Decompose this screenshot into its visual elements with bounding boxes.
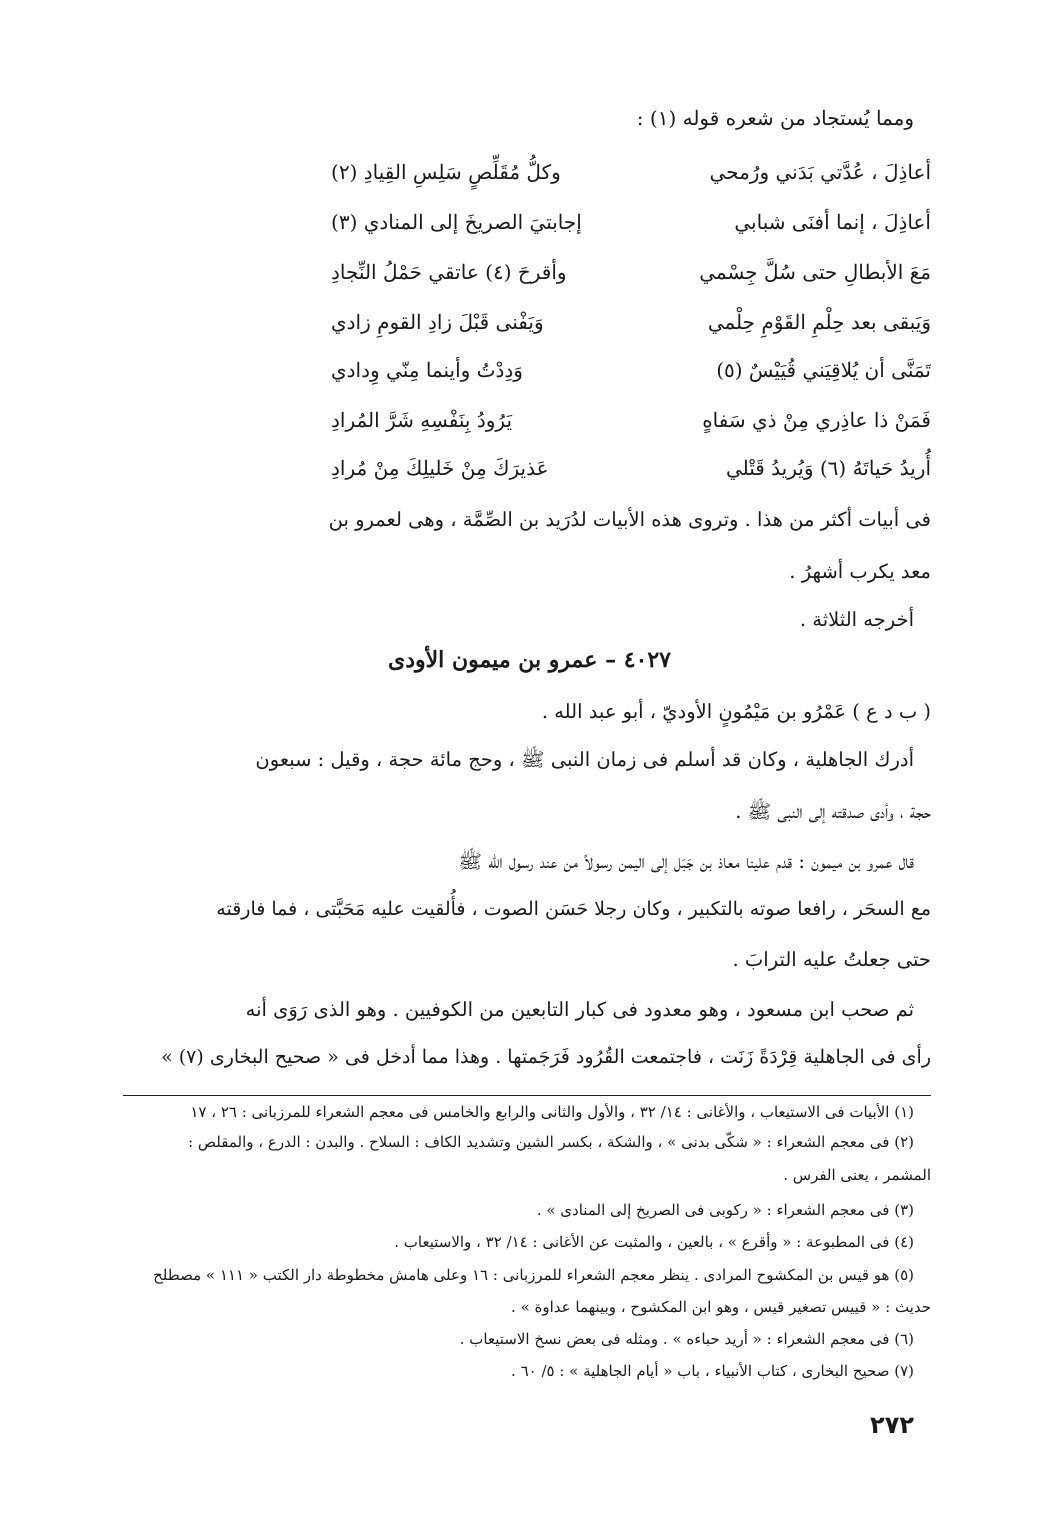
footnote-continuation: حديث : « قييس تصغير قيس ، وهو ابن المكشوح ، وبينهما عداوة » . — [511, 1298, 931, 1316]
footnote: (٦) فى معجم الشعراء : « أريد حباءه » . ومثله فى بعض نسخ الاستيعاب . — [459, 1330, 914, 1348]
entry-heading: ٤٠٢٧ – عمرو بن ميمون الأودى — [387, 647, 671, 673]
footnote: (٤) فى المطبوعة : « وأقرع » ، بالعين ، والمثبت عن الأغانى : ١٤/ ٣٢ ، والاستيعاب . — [394, 1233, 914, 1251]
footnote: (٥) هو قيس بن المكشوح المرادى . ينظر معجم الشعراء للمرزبانى : ١٦ وعلى هامش مخطوطة دار الكتب « ١١١ » مصطلح — [153, 1266, 914, 1284]
body-text-line: فى أبيات أكثر من هذا . وتروى هذه الأبيات لدُرَيد بن الصِّمَّة ، وهى لعمرو بن — [328, 508, 931, 531]
verse-first-hemistich: أعاذِلَ ، إنما أفنَى شبابي — [734, 210, 931, 234]
verse-second-hemistich: وَدِدْتُ وأينما مِنّي وِدادي — [331, 358, 523, 382]
verse-first-hemistich: مَعَ الأبطالِ حتى سُلَّ جِسْمي — [699, 260, 931, 284]
entry-text-line: ثم صحب ابن مسعود ، وهو معدود فى كبار التابعين من الكوفيين . وهو الذى رَوَى أنه — [245, 998, 914, 1021]
takhrij-line: أخرجه الثلاثة . — [799, 608, 914, 631]
footnote-continuation: المشمر ، يعنى الفرس . — [783, 1166, 931, 1184]
verse-first-hemistich: فَمَنْ ذا عاذِري مِنْ ذي سَفاهٍ — [702, 408, 931, 432]
entry-text-line: قال عمرو بن ميمون : قدم علينا معاذ بن جَبَل إلى اليمن رسولاً من عند رسول الله ﷺ — [458, 850, 914, 873]
verse-first-hemistich: أعاذِلَ ، عُدَّتي بَدَني ورُمحي — [709, 160, 931, 184]
entry-text-line: مع السحَر ، رافعا صوته بالتكبير ، وكان رجلا حَسَن الصوت ، فأُلقيت عليه مَحَبَّتى ، فما فارقته — [216, 898, 931, 920]
verse-first-hemistich: تَمَنَّى أن يُلاقِيَني قُيَيْسٌ (٥) — [716, 358, 931, 382]
verse-second-hemistich: وَيَفْنى قَبْلَ زادِ القومِ زادي — [331, 310, 544, 334]
entry-text-line: رأى فى الجاهلية قِرْدَةً زَنَت ، فاجتمعت القُرُود فَرَجَمتها . وهذا مما أدخل فى « صحيح البخارى (٧) » — [161, 1046, 931, 1068]
page-number: ٢٧٢ — [870, 1411, 914, 1439]
footnote-separator — [123, 1095, 931, 1096]
entry-text-line: حتى جعلتُ عليه الترابَ . — [732, 948, 931, 971]
footnote: (٢) فى معجم الشعراء : « شكّى بدنى » ، والشكة ، بكسر الشين وتشديد الكاف : السلاح . والبدن : الدرع ، والمقلص : — [188, 1133, 914, 1151]
intro-line: ومما يُستجاد من شعره قوله (١) : — [636, 106, 914, 130]
verse-second-hemistich: وكلُّ مُقَلِّصٍ سَلِسِ القِيادِ (٢) — [331, 160, 561, 184]
footnote: (٣) فى معجم الشعراء : « ركوبى فى الصريخ إلى المنادى » . — [536, 1201, 914, 1219]
verse-first-hemistich: أُريدُ حَياتَهُ (٦) وَيُريدُ قَتْلي — [725, 456, 931, 480]
verse-second-hemistich: وأقرحَ (٤) عاتقي حَمْلُ النِّجادِ — [331, 260, 567, 284]
verse-second-hemistich: إجابتيَ الصريخَ إلى المنادي (٣) — [331, 210, 582, 234]
footnote: (١) الأبيات فى الاستيعاب ، والأغانى : ١٤/ ٣٢ ، والأول والثانى والرابع والخامس فى معجم الشعراء للمرزبانى : ٢٦ ، ١٧ — [190, 1103, 914, 1121]
footnote: (٧) صحيح البخارى ، كتاب الأنبياء ، باب « أيام الجاهلية » : ٥/ ٦٠ . — [511, 1362, 914, 1380]
verse-second-hemistich: عَذيرَكَ مِنْ خَليلِكَ مِنْ مُرادِ — [331, 456, 549, 480]
entry-text-line: حجة ، وأدى صدقته إلى النبى ﷺ . — [735, 800, 931, 823]
body-text-line: معد يكرب أشهرُ . — [789, 560, 931, 583]
verse-second-hemistich: يَرُودُ بِنَفْسِهِ شَرَّ المُرادِ — [331, 408, 513, 432]
verse-first-hemistich: وَيَبقى بعد حِلْمِ القَوْمِ حِلْمي — [707, 310, 931, 334]
entry-text-line: ( ب د ع ) عَمْرُو بن مَيْمُونٍ الأوديّ ، أبو عبد الله . — [541, 700, 931, 723]
entry-text-line: أدرك الجاهلية ، وكان قد أسلم فى زمان النبى ﷺ ، وحج مائة حجة ، وقيل : سبعون — [255, 748, 914, 771]
